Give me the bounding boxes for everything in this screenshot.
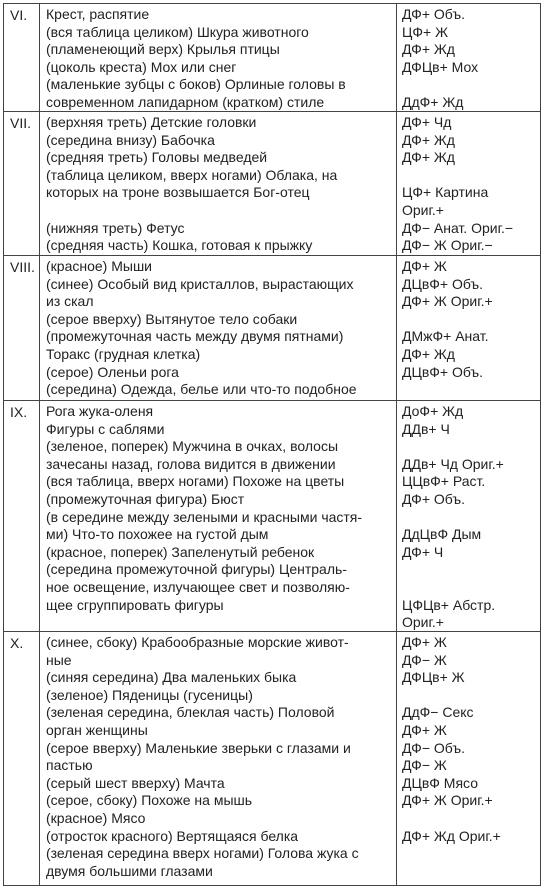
response-line: (промежуточная фигура) Бюст: [46, 491, 245, 507]
card-row-ix: [4, 401, 541, 632]
scoring-code: ДФ+ Жд Ориг.+: [402, 827, 501, 844]
response-line: Торакс (грудная клетка): [46, 346, 201, 362]
scoring-code: ДДв+ Чд Ориг.+: [402, 455, 504, 472]
scoring-code: ДЦвФ+ Объ.: [402, 363, 484, 380]
response-line: (середина промежуточной фигуры) Централь-: [46, 561, 347, 578]
response-line: (синее, сбоку) Крабообразные морские живот-: [46, 634, 349, 650]
response-line: зачесаны назад, голова видится в движении: [46, 455, 336, 472]
response-line: (серое) Оленьи рога: [46, 363, 179, 380]
response-line: (серое, сбоку) Похоже на мышь: [46, 792, 253, 809]
response-line: (цоколь креста) Мох или снег: [46, 58, 237, 75]
response-line: (красное) Мясо: [46, 810, 146, 826]
card-number: X.: [10, 635, 24, 651]
card-number: VI.: [10, 7, 28, 23]
scoring-code: ДЦвФ Мясо: [402, 774, 478, 791]
scoring-code: ДоФ+ Жд: [402, 403, 464, 419]
scoring-code: ЦФ+ Картина: [402, 184, 489, 201]
response-line: (промежуточная часть между двумя пятнами): [46, 328, 344, 345]
response-line: ми) Что-то похожее на густой дым: [46, 526, 269, 543]
response-line: (средняя часть) Кошка, готовая к прыжку: [46, 237, 313, 254]
response-line: (красное) Мыши: [46, 258, 152, 274]
row-border: [540, 401, 541, 631]
response-line: (синее) Особый вид кристаллов, вырастающих: [46, 275, 354, 292]
scoring-code: ДФ+ Ж: [402, 722, 447, 738]
scoring-code: ЦЦвФ+ Раст.: [402, 473, 486, 490]
scoring-code: ДФ+ Жд: [402, 346, 455, 362]
response-line: которых на троне возвышается Бог-отец: [46, 184, 310, 201]
response-line: (пламенеющий верх) Крылья птицы: [46, 41, 280, 58]
response-line: из скал: [46, 293, 94, 310]
scoring-code: ДФ+ Жд: [402, 41, 455, 58]
response-line: пастью: [46, 757, 93, 774]
rorschach-protocol-table: [3, 3, 541, 886]
scoring-code: ДФ+ Ж Ориг.+: [402, 293, 493, 310]
scoring-code: ДдФ− Секс: [402, 704, 474, 721]
scoring-code: ДФ− Объ.: [402, 739, 465, 756]
scoring-code: ДФ− Анат. Ориг.−: [402, 219, 514, 236]
response-line: (красное, поперек) Запеленутый ребенок: [46, 543, 315, 560]
card-number: IX.: [10, 404, 28, 420]
response-line: Фигуры с саблями: [46, 420, 165, 437]
scoring-code: ДФ− Ж Ориг.−: [402, 237, 493, 254]
card-number: VIII.: [10, 259, 35, 275]
scoring-code: ДФ+ Жд: [402, 131, 455, 148]
response-line: двумя большими глазами: [46, 862, 213, 879]
response-line: (отросток красного) Вертящаяся белка: [46, 827, 299, 844]
scoring-code: ДФ+ Чд: [402, 114, 452, 130]
scoring-code: ДФ+ Объ.: [402, 491, 465, 507]
scoring-code: ДФ+ Ч: [402, 543, 444, 560]
response-line: Рога жука-оленя: [46, 403, 154, 419]
response-line: (зеленое, поперек) Мужчина в очках, волосы: [46, 438, 339, 455]
response-line: (вся таблица, вверх ногами) Похоже на цветы: [46, 473, 345, 490]
scoring-code: ДФ+ Ж Ориг.+: [402, 792, 493, 809]
scoring-code: ДФЦв+ Мох: [402, 58, 479, 75]
scoring-code: ЦФ+ Ж: [402, 23, 448, 40]
scoring-code: ДФ+ Ж: [402, 258, 447, 274]
response-line: (маленькие зубцы с боков) Орлиные головы в: [46, 76, 346, 93]
scoring-code: ДФ+ Жд: [402, 149, 455, 166]
response-line: (средняя треть) Головы медведей: [46, 149, 268, 166]
scoring-code: ДФ− Ж: [402, 757, 447, 774]
response-line: (верхняя треть) Детские головки: [46, 114, 257, 130]
response-line: (в середине между зелеными и красными частя-: [46, 508, 363, 525]
scoring-code: ДФ− Ж: [402, 651, 447, 668]
scoring-code: ДФ+ Объ.: [402, 6, 465, 22]
row-border: [540, 4, 541, 111]
card-row-x: [4, 632, 541, 886]
scoring-code: ДЦвФ+ Объ.: [402, 275, 484, 292]
card-number: VII.: [10, 115, 32, 131]
row-border: [540, 112, 541, 255]
response-line: современном лапидарном (кратком) стиле: [46, 94, 325, 110]
response-line: (серый шест вверху) Мачта: [46, 774, 225, 791]
scoring-code: ДдФ+ Жд: [402, 94, 464, 110]
response-line: ные: [46, 651, 72, 668]
response-line: орган женщины: [46, 722, 148, 738]
response-line: Крест, распятие: [46, 6, 150, 22]
response-line: щее сгруппировать фигуры: [46, 596, 224, 613]
row-border: [540, 256, 541, 400]
response-line: (середина) Одежда, белье или что-то подобное: [46, 381, 357, 398]
response-line: (середина внизу) Бабочка: [46, 131, 215, 148]
response-line: (серое вверху) Вытянутое тело собаки: [46, 310, 298, 327]
scoring-code: Ориг.+: [402, 202, 444, 218]
card-row-vii: [4, 112, 541, 256]
response-line: (таблица целиком, вверх ногами) Облака, на: [46, 166, 338, 183]
response-line: (вся таблица целиком) Шкура животного: [46, 23, 309, 40]
scoring-code: Ориг.+: [402, 614, 444, 631]
response-line: (нижняя треть) Фетус: [46, 219, 185, 236]
card-row-viii: [4, 256, 541, 401]
response-line: (зеленое) Пяденицы (гусеницы): [46, 686, 253, 703]
scoring-code: ЦФЦв+ Абстр.: [402, 596, 496, 613]
response-line: (зеленая середина, блеклая часть) Половой: [46, 704, 335, 721]
response-line: ное освещение, излучающее свет и позволяю-: [46, 579, 350, 595]
card-row-vi: [4, 4, 541, 112]
response-line: (зеленая середина вверх ногами) Голова жука с: [46, 845, 359, 862]
scoring-code: ДдЦвФ Дым: [402, 526, 482, 543]
response-line: (серое вверху) Маленькие зверьки с глазами и: [46, 739, 351, 756]
scoring-code: ДФ+ Ж: [402, 634, 447, 650]
response-line: (синяя середина) Два маленьких быка: [46, 669, 297, 686]
scoring-code: ДДв+ Ч: [402, 420, 450, 437]
scoring-code: ДМжФ+ Анат.: [402, 328, 489, 345]
row-border: [540, 632, 541, 885]
scoring-code: ДФЦв+ Ж: [402, 669, 465, 686]
